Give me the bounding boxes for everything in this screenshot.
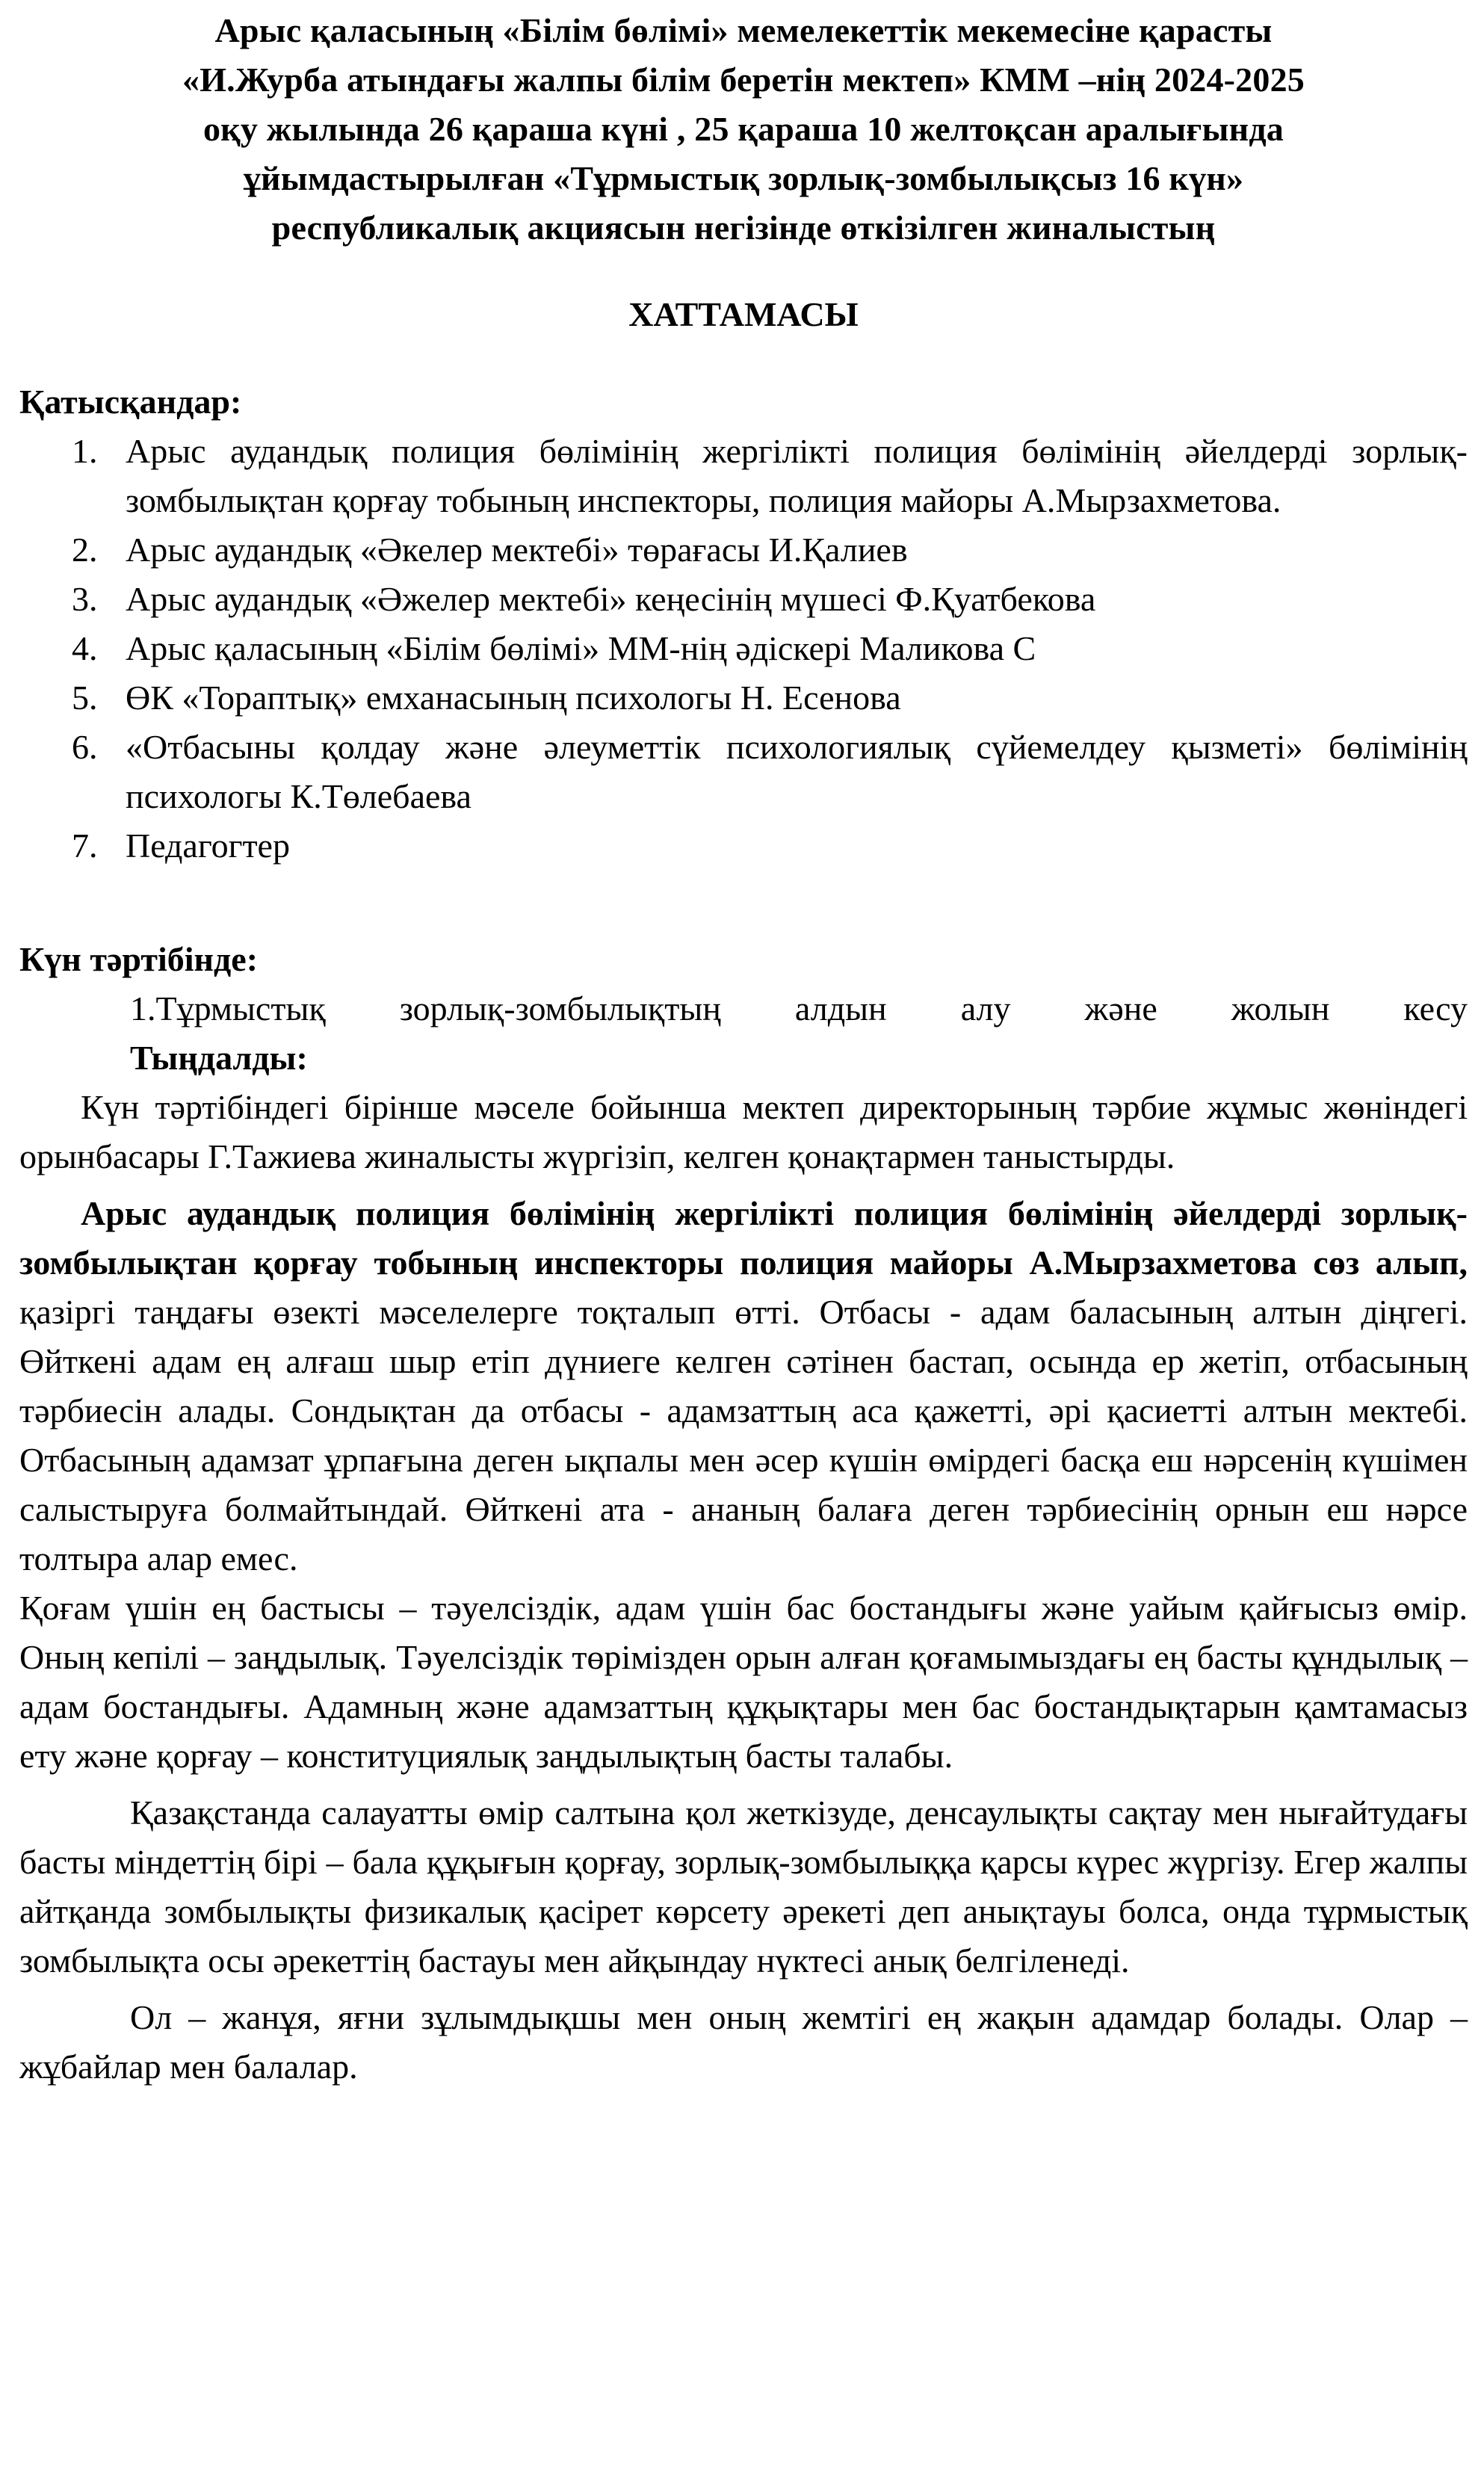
paragraph-intro: Күн тәртібіндегі бірінше мәселе бойынша мектеп директорының тәрбие жұмыс жөніндегі орынбасары Г.Тажиева жиналысты жүргізіп, келген қонақтармен таныстырды.: [19, 1088, 1468, 1175]
speaker-text: қазіргі таңдағы өзекті мәселелерге тоқталып өтті. Отбасы - адам баласының алтын діңгегі. Өйткені адам ең алғаш шыр етіп дүниеге келген сәтінен бастап, осында ер жетіп, отбасының тәрбиесін алады. Сондықтан да отбасы - адамзаттың аса қажетті, әрі қасиетті алтын мектебі. Отбасының адамзат ұрпағына деген ықпалы мен әсер күшін өмірдегі басқа еш нәрсенің күшімен салыстыруға болмайтындай. Өйткені ата - ананың балаға деген тәрбиесінің орнын еш нәрсе толтыра алар емес.: [19, 1293, 1468, 1577]
header-line: «И.Журба атындағы жалпы білім беретін мектеп» КММ –нің 2024-2025: [182, 61, 1305, 99]
item-text: Арыс қаласының «Білім бөлімі» ММ-нің әдіскері Маликова С: [126, 629, 1036, 667]
item-number: 4.: [72, 629, 98, 667]
participant-item: [19, 723, 1468, 821]
participant-item: [19, 525, 1468, 575]
item-text: Арыс аудандық «Әкелер мектебі» төрағасы И.Қалиев: [126, 531, 908, 569]
agenda-item: 1.Тұрмыстық зорлық-зомбылықтың алдын алу және жолын кесу: [130, 989, 1468, 1028]
document-title: ХАТТАМАСЫ: [628, 295, 859, 333]
document-header: [19, 0, 1468, 253]
spacer: [19, 1781, 1468, 1788]
header-line: Арыс қаласының «Білім бөлімі» мемелекеттік мекемесіне қарасты: [214, 11, 1273, 49]
participants-label: Қатысқандар:: [19, 383, 242, 421]
item-text: «Отбасыны қолдау және әлеуметтік психологиялық сүйемелдеу қызметі» бөлімінің психологы К.Төлебаева: [126, 728, 1468, 815]
item-text: Арыс аудандық «Әжелер мектебі» кеңесінің мүшесі Ф.Қуатбекова: [126, 580, 1096, 618]
paragraph-kazakhstan: Қазақстанда салауатты өмір салтына қол жеткізуде, денсаулықты сақтау мен нығайтудағы басты міндеттің бірі – бала құқығын қорғау, зорлық-зомбылыққа қарсы күрес жүргізу. Егер жалпы айтқанда зомбылықты физикалық қасірет көрсету әрекеті деп анықтауы болса, онда тұрмыстық зомбылықта осы әрекеттің бастауы мен айқындау нүктесі анық белгіленеді.: [19, 1793, 1468, 1980]
paragraph-family: Ол – жанұя, яғни зұлымдықшы мен оның жемтігі ең жақын адамдар болады. Олар – жұбайлар мен балалар.: [19, 1998, 1468, 2086]
participant-item: [19, 427, 1468, 525]
participants-list: [19, 427, 1468, 871]
item-number: 5.: [72, 679, 98, 717]
item-text: Арыс аудандық полиция бөлімінің жергілікті полиция бөлімінің әйелдерді зорлық-зомбылықтан қорғау тобының инспекторы, полиция майоры А.Мырзахметова.: [126, 432, 1468, 519]
item-text: ӨК «Торaптық» емханасының психологы Н. Есенова: [126, 679, 901, 717]
spacer: [19, 871, 1468, 935]
heard-label: Тыңдалды:: [130, 1039, 308, 1077]
participant-item: [19, 821, 1468, 871]
item-number: 2.: [72, 531, 98, 569]
item-text: Педагогтер: [126, 826, 290, 865]
participant-item: [19, 575, 1468, 624]
item-number: 3.: [72, 580, 98, 618]
item-number: 7.: [72, 826, 98, 865]
header-line: ұйымдастырылған «Тұрмыстық зорлық-зомбылықсыз 16 күн»: [243, 159, 1244, 197]
participant-item: [19, 624, 1468, 673]
item-number: 1.: [72, 432, 98, 470]
participant-item: [19, 673, 1468, 723]
paragraph-society: Қоғам үшін ең бастысы – тәуелсіздік, адам үшін бас бостандығы және уайым қайғысыз өмір. Оның кепілі – заңдылық. Тәуелсіздік төрімізден орын алған қоғамымыздағы ең басты құндылық – адам бостандығы. Адамның және адамзаттың құқықтары мен бас бостандықтарын қамтамасыз ету және қорғау – конституциялық заңдылықтың басты талабы.: [19, 1589, 1468, 1775]
item-number: 6.: [72, 728, 98, 766]
agenda-label: Күн тәртібінде:: [19, 940, 259, 978]
paragraph-speaker: [19, 1189, 1468, 1583]
header-line: республикалық акциясын негізінде өткізілген жиналыстың: [271, 208, 1216, 247]
speaker-bold-text: Арыс аудандық полиция бөлімінің жергілікті полиция бөлімінің әйелдерді зорлық-зомбылықтан қорғау тобының инспекторы полиция майоры А.Мырзахметова сөз алып,: [19, 1194, 1468, 1282]
spacer: [19, 1986, 1468, 1993]
spacer: [19, 1181, 1468, 1189]
header-line: оқу жылында 26 қараша күні , 25 қараша 10 желтоқсан аралығында: [202, 110, 1284, 148]
